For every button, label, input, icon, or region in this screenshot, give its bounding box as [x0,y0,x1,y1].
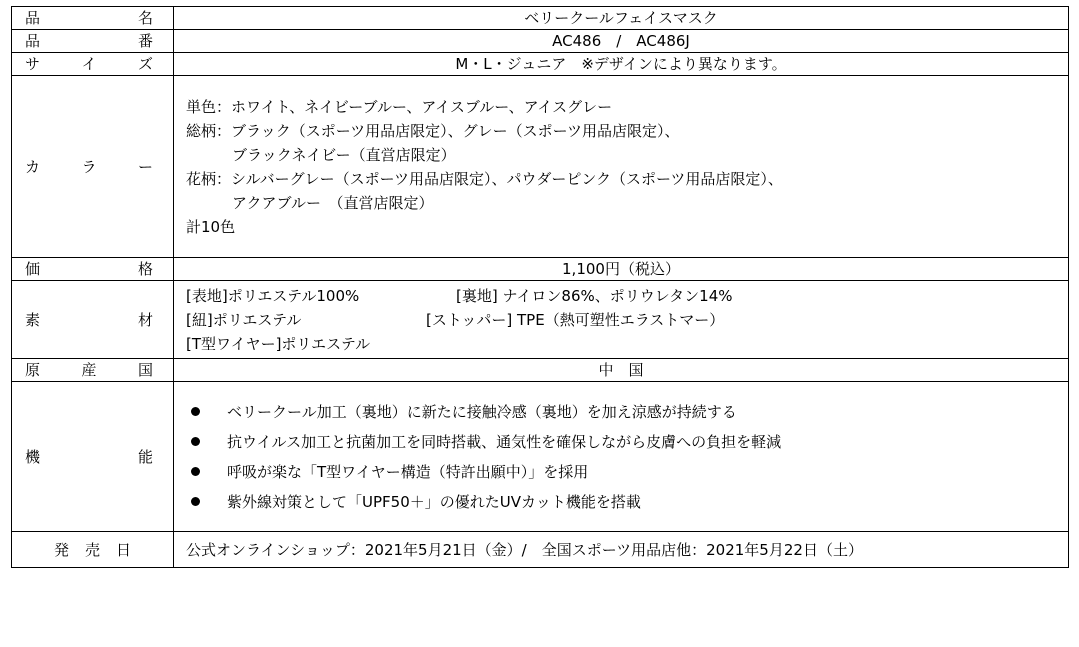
bullet-icon [191,497,200,506]
feature-item [186,397,1068,427]
value-price: 1,100円（税込） [174,258,1069,281]
value-color [174,76,1069,258]
feature-item [186,487,1068,517]
value-product-name: ベリークールフェイスマスク [174,7,1069,30]
label-char: 価 [25,260,41,278]
label-char: 品 [25,9,41,27]
value-size: M・L・ジュニア ※デザインにより異なります。 [174,53,1069,76]
label-char: 原 [25,361,41,379]
label-char: 発 [53,540,69,559]
color-line: アクアブルー （直営店限定） [232,193,434,212]
label-char: 品 [25,32,41,50]
feature-item [186,457,1068,487]
row-material [12,281,1069,359]
color-line: 総柄：ブラック（スポーツ用品店限定）、グレー（スポーツ用品店限定）、 [186,121,680,140]
label-char: ラ [81,157,97,176]
label-char: 能 [137,447,153,466]
feature-text: 抗ウイルス加工と抗菌加工を同時搭載、通気性を確保しながら皮膚への負担を軽減 [227,432,782,451]
row-size [12,53,1069,76]
color-line: 計10色 [186,217,236,236]
label-char: ズ [137,55,153,73]
value-origin: 中 国 [174,359,1069,382]
value-release-date: 公式オンラインショップ：2021年5月21日（金）/ 全国スポーツ用品店他：2021年5月22日（土） [174,532,1069,568]
label-char: 格 [137,260,153,278]
row-color [12,76,1069,258]
label-char: ー [137,157,153,176]
row-release-date [12,532,1069,568]
value-product-number: AC486 / AC486J [174,30,1069,53]
value-features [174,382,1069,532]
label-char: 売 [84,540,100,559]
row-origin [12,359,1069,382]
bullet-icon [191,437,200,446]
label-char: カ [25,157,41,176]
row-features [12,382,1069,532]
label-product-number [12,30,174,53]
label-char: 日 [116,540,132,559]
label-origin [12,359,174,382]
label-char: 番 [137,32,153,50]
label-char: 素 [25,310,41,329]
label-release-date [12,532,174,568]
row-product-name [12,7,1069,30]
color-line: ブラックネイビー（直営店限定） [232,145,456,164]
row-price [12,258,1069,281]
label-char: 機 [25,447,41,466]
row-product-number [12,30,1069,53]
feature-text: 紫外線対策として「UPF50＋」の優れたUVカット機能を搭載 [227,492,641,511]
material-item: [表地]ポリエステル100% [186,286,360,305]
label-color [12,76,174,258]
label-char: 名 [137,9,153,27]
material-item: [紐]ポリエステル [186,310,302,329]
bullet-icon [191,467,200,476]
bullet-icon [191,407,200,416]
label-product-name [12,7,174,30]
feature-text: 呼吸が楽な「T型ワイヤー構造（特許出願中）」を採用 [227,462,589,481]
color-line: 花柄：シルバーグレー（スポーツ用品店限定）、パウダーピンク（スポーツ用品店限定）、 [186,169,783,188]
label-price [12,258,174,281]
label-char: 材 [137,310,153,329]
label-char: サ [25,55,41,73]
material-item: [ストッパー] TPE（熱可塑性エラストマー） [426,310,725,329]
feature-text: ベリークール加工（裏地）に新たに接触冷感（裏地）を加え涼感が持続する [227,402,737,421]
label-char: 国 [137,361,153,379]
label-char: イ [81,55,97,73]
color-line: 単色：ホワイト、ネイビーブルー、アイスブルー、アイスグレー [186,97,613,116]
value-material [174,281,1069,359]
feature-item [186,427,1068,457]
material-item: [T型ワイヤー]ポリエステル [186,334,371,353]
label-features [12,382,174,532]
spec-table [11,6,1069,568]
label-char: 産 [81,361,97,379]
label-material [12,281,174,359]
material-item: [裏地] ナイロン86%、ポリウレタン14% [456,286,733,305]
label-size [12,53,174,76]
